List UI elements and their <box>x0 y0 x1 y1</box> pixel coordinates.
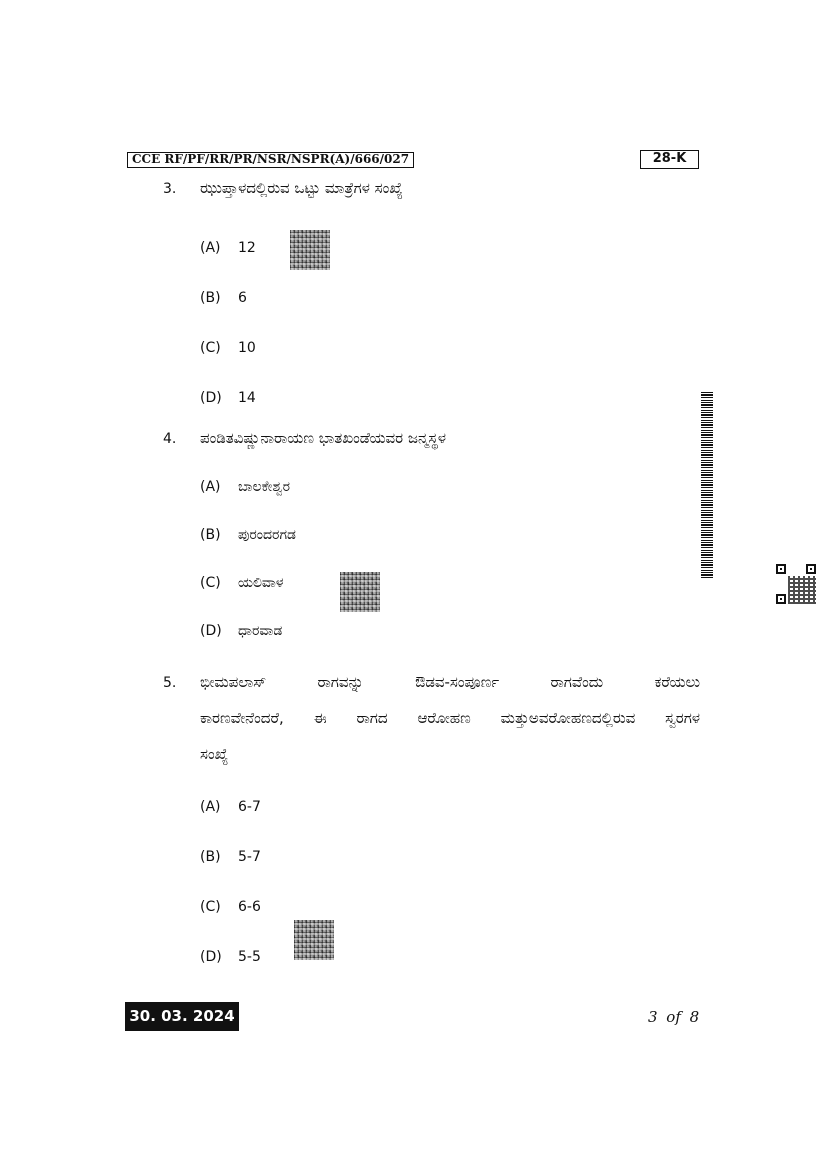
question-3-number: 3. <box>163 181 177 197</box>
question-5-option-a <box>200 799 261 815</box>
option-label: (A) <box>200 240 221 256</box>
option-text: 6-7 <box>238 799 261 815</box>
qr-finder <box>806 564 816 574</box>
question-4-option-b <box>200 527 296 543</box>
option-label: (D) <box>200 949 222 965</box>
page-code-badge: 28-K <box>640 150 699 169</box>
qr-finder <box>776 564 786 574</box>
qr-code <box>776 564 816 604</box>
option-label: (B) <box>200 527 221 543</box>
option-text: 6 <box>238 290 247 306</box>
option-text: 5-5 <box>238 949 261 965</box>
qr-modules <box>788 576 816 604</box>
question-3-option-c <box>200 340 256 356</box>
noise-pattern-image <box>290 230 330 270</box>
question-5-option-c <box>200 899 261 915</box>
qr-finder <box>776 594 786 604</box>
question-4-option-d <box>200 623 282 639</box>
question-5-option-b <box>200 849 261 865</box>
option-text: 10 <box>238 340 256 356</box>
question-5-text-line-1: ಭೀಮಪಲಾಸ್ ರಾಗವನ್ನು ಔಡವ-ಸಂಪೂರ್ಣ ರಾಗವೆಂದು ಕರೆಯಲು <box>200 673 700 691</box>
noise-pattern-image <box>294 920 334 960</box>
option-text: 5-7 <box>238 849 261 865</box>
question-3-option-d <box>200 390 256 406</box>
option-text: ಯಲಿವಾಳ <box>238 575 284 591</box>
option-label: (C) <box>200 340 221 356</box>
question-4-number: 4. <box>163 431 177 447</box>
option-label: (C) <box>200 575 221 591</box>
question-5-text-line-2: ಕಾರಣವೇನೆಂದರೆ, ಈ ರಾಗದ ಆರೋಹಣ ಮತ್ತುಅವರೋಹಣದಲ್ಲಿರುವ ಸ್ವರಗಳ <box>200 709 700 727</box>
option-text: ಬಾಲಕೇಶ್ವರ <box>238 479 291 495</box>
vertical-barcode <box>701 392 713 578</box>
option-text: 12 <box>238 240 256 256</box>
question-4-option-a <box>200 479 290 495</box>
question-3-option-b <box>200 290 247 306</box>
option-label: (B) <box>200 849 221 865</box>
question-3-text: ಝುಪ್ತಾಳದಲ್ಲಿರುವ ಒಟ್ಟು ಮಾತ್ರೆಗಳ ಸಂಖ್ಯೆ <box>200 179 403 197</box>
option-text: ಧಾರವಾಡ <box>238 623 283 639</box>
exam-date: 30. 03. 2024 <box>125 1002 239 1031</box>
question-3-option-a <box>200 240 256 256</box>
option-label: (D) <box>200 623 222 639</box>
option-text: 14 <box>238 390 256 406</box>
option-label: (D) <box>200 390 222 406</box>
question-4-option-c <box>200 575 283 591</box>
question-5-option-d <box>200 949 261 965</box>
page-number: 3 of 8 <box>648 1008 700 1026</box>
option-label: (C) <box>200 899 221 915</box>
option-label: (B) <box>200 290 221 306</box>
question-5-text-line-3: ಸಂಖ್ಯೆ <box>200 745 229 763</box>
option-label: (A) <box>200 479 221 495</box>
option-label: (A) <box>200 799 221 815</box>
option-text: ಪುರಂದರಗಡ <box>238 527 296 543</box>
option-text: 6-6 <box>238 899 261 915</box>
noise-pattern-image <box>340 572 380 612</box>
question-4-text: ಪಂಡಿತವಿಷ್ಣುನಾರಾಯಣ ಭಾತಖಂಡೆಯವರ ಜನ್ಮಸ್ಥಳ <box>200 429 446 447</box>
paper-code: CCE RF/PF/RR/PR/NSR/NSPR(A)/666/027 <box>127 152 414 168</box>
question-5-number: 5. <box>163 675 177 691</box>
